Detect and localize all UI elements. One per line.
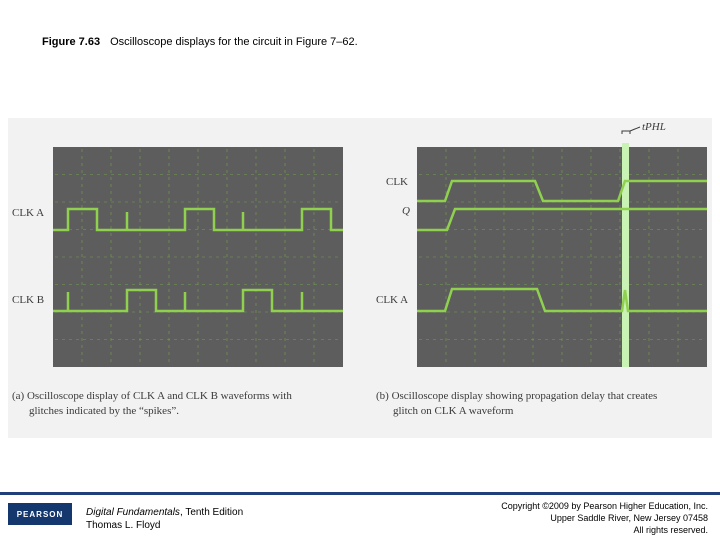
copyright-line1: Copyright ©2009 by Pearson Higher Education, Inc. xyxy=(501,501,708,511)
copyright-notice xyxy=(501,500,708,536)
tphl-label: tPHL xyxy=(642,121,666,133)
scope-b-label-clk: CLK xyxy=(386,176,408,188)
copyright-line3: All rights reserved. xyxy=(633,525,708,535)
scope-a-caption xyxy=(12,389,292,419)
scope-a-label-clka: CLK A xyxy=(12,207,45,219)
scope-b-label-q: Q xyxy=(402,205,410,217)
scope-a-label-clkb: CLK B xyxy=(12,294,45,306)
copyright-line2: Upper Saddle River, New Jersey 07458 xyxy=(550,513,708,523)
scope-b-caption xyxy=(376,389,657,419)
scope-b-caption-line2: glitch on CLK A waveform xyxy=(393,405,514,417)
tphl-leader xyxy=(630,127,640,131)
book-info xyxy=(86,506,243,532)
propagation-delay-highlight xyxy=(622,143,629,367)
scope-a-caption-line1: (a) Oscilloscope display of CLK A and CLK B waveforms with xyxy=(12,390,292,402)
book-title: Digital Fundamentals xyxy=(86,507,180,518)
pearson-logo: PEARSON xyxy=(8,503,72,525)
figure-caption-title: Oscilloscope displays for the circuit in Figure 7–62. xyxy=(110,36,358,48)
footer-rule xyxy=(0,492,720,495)
book-edition: , Tenth Edition xyxy=(179,507,244,518)
scope-b-caption-line1: (b) Oscilloscope display showing propagation delay that creates xyxy=(376,390,658,402)
tphl-bracket xyxy=(622,131,630,134)
figure-number: Figure 7.63 xyxy=(42,36,101,48)
scope-a-caption-line2: glitches indicated by the “spikes”. xyxy=(29,405,179,417)
book-author: Thomas L. Floyd xyxy=(86,520,161,531)
scope-b-label-clka: CLK A xyxy=(376,294,409,306)
